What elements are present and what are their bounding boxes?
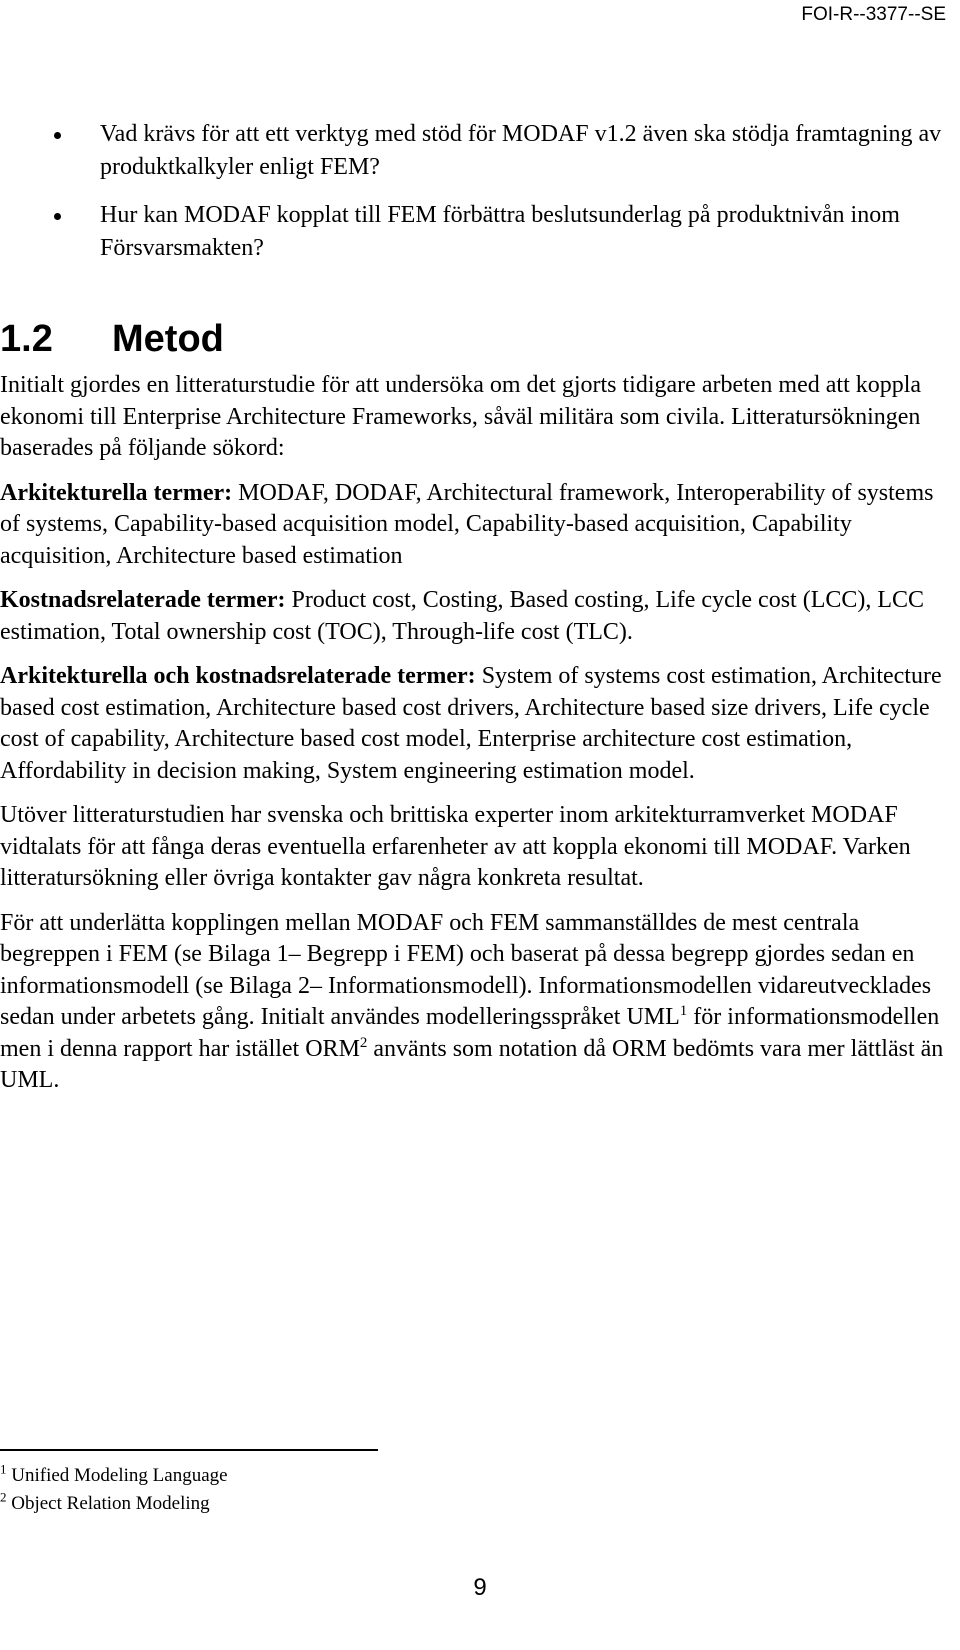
term-label: Arkitekturella och kostnadsrelaterade termer: <box>0 663 476 689</box>
footnote-mark: 1 <box>0 1461 7 1477</box>
term-label: Arkitekturella termer: <box>0 479 233 506</box>
page-number: 9 <box>473 1574 487 1601</box>
footnote-ref[interactable]: 1 <box>679 1003 688 1019</box>
list-item <box>52 118 942 184</box>
paragraph-text: för informationsmodellen men i denna rapport har istället ORM <box>0 1004 940 1062</box>
term-list: Product cost, Costing, Based costing, Life cycle cost (LCC), LCC estimation, Total ownership cost (TOC), Through-life cost (TLC). <box>0 587 925 645</box>
term-list: System of systems cost estimation, Architecture based cost estimation, Architecture based cost drivers, Architecture based size drivers, Life cycle cost of capability, Architecture based cost model, Enterprise architecture cost estimation, Affordability in decision making, System engineering estimation model. <box>0 663 942 784</box>
section-number: 1.2 <box>0 318 53 360</box>
list-item <box>52 199 942 265</box>
body-text <box>0 370 945 1110</box>
footnote <box>0 1490 900 1518</box>
paragraph-combined-terms <box>0 661 945 787</box>
footnote <box>0 1462 900 1490</box>
question-list <box>52 118 942 280</box>
paragraph-text: För att underlätta kopplingen mellan MODAF och FEM sammanställdes de mest centrala begreppen i FEM (se Bilaga 1– Begrepp i FEM) och baserat på dessa begrepp gjordes sedan en informationsmodell (se Bilaga 2– Informationsmodell). Informationsmodellen vidareutvecklades sedan under arbetets gång. Initialt användes modelleringsspråket UML <box>0 909 932 1030</box>
footnote-divider <box>0 1449 378 1451</box>
term-list: MODAF, DODAF, Architectural framework, Interoperability of systems of systems, Capability-based acquisition model, Capability-based acquisition, Capability acquisition, Architecture based estimation <box>0 479 934 569</box>
footnote-text: Object Relation Modeling <box>6 1493 210 1514</box>
paragraph-architecture-terms <box>0 478 945 573</box>
paragraph-information-model <box>0 908 945 1097</box>
bullet-icon <box>54 132 61 139</box>
paragraph-intro: Initialt gjordes en litteraturstudie för att undersöka om det gjorts tidigare arbeten med att koppla ekonomi till Enterprise Architecture Frameworks, såväl militära som civila. Litteratursökningen baserades på följande sökord: <box>0 372 922 461</box>
bullet-icon <box>54 213 61 220</box>
document-id-header: FOI-R--3377--SE <box>801 4 946 25</box>
footnote-text: Unified Modeling Language <box>6 1465 228 1486</box>
list-item-text: Vad krävs för att ett verktyg med stöd för MODAF v1.2 även ska stödja framtagning av produktkalkyler enligt FEM? <box>100 121 942 180</box>
section-heading <box>0 318 224 361</box>
footnote-ref[interactable]: 2 <box>359 1034 368 1051</box>
footnote-mark: 2 <box>0 1489 7 1505</box>
list-item-text: Hur kan MODAF kopplat till FEM förbättra beslutsunderlag på produktnivån inom Försvarsmakten? <box>100 202 900 261</box>
footnotes <box>0 1462 900 1518</box>
section-title: Metod <box>112 318 224 360</box>
paragraph-text: använts som notation då ORM bedömts vara mer lättläst än UML. <box>0 1035 944 1093</box>
term-label: Kostnadsrelaterade termer: <box>0 587 286 613</box>
paragraph-experts: Utöver litteraturstudien har svenska och brittiska experter inom arkitekturramverket MODAF vidtalats för att fånga deras eventuella erfarenheter av att koppla ekonomi till MODAF. Varken litteratursökning eller övriga kontakter gav några konkreta resultat. <box>0 802 911 891</box>
paragraph-cost-terms <box>0 585 945 648</box>
